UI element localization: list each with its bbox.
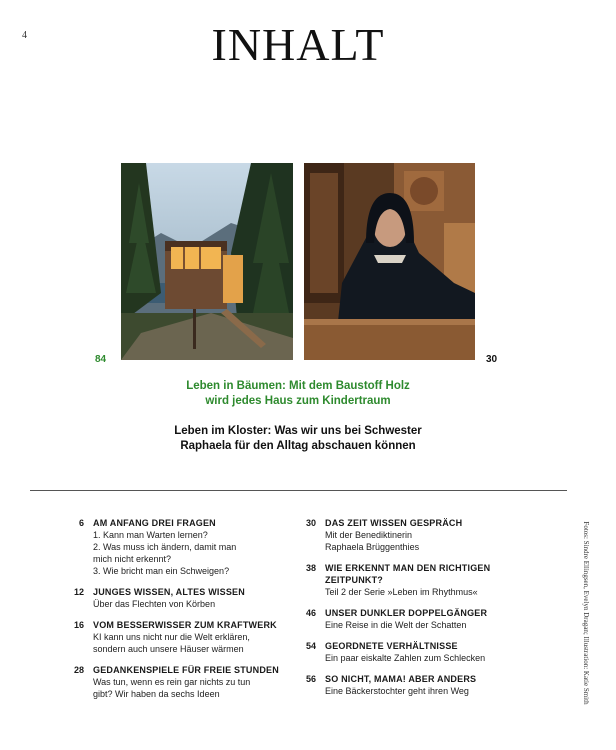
toc-entry[interactable]	[67, 586, 292, 610]
section-divider	[30, 490, 567, 491]
toc-entry[interactable]	[299, 517, 529, 553]
photo-credit-text: Fotos: Sindre Ellingsen, Evelyn Dragan; Illustration: Katie Smith	[582, 521, 590, 705]
toc-page-number: 16	[73, 620, 84, 630]
toc-subline: sondern auch unsere Häuser wärmen	[93, 644, 244, 654]
toc-title: WIE ERKENNT MAN DEN RICHTIGEN	[325, 563, 491, 573]
toc-page-number: 30	[305, 518, 316, 528]
toc-subline: mich nicht erkennt?	[93, 554, 172, 564]
page-number: 4	[22, 30, 27, 41]
toc-page-number: 54	[305, 641, 316, 651]
toc-page-number: 56	[305, 674, 316, 684]
toc-title: GEORDNETE VERHÄLTNISSE	[325, 641, 458, 651]
toc-entry[interactable]	[299, 673, 529, 697]
toc-subline: Mit der Benediktinerin	[325, 530, 413, 540]
toc-page-number: 12	[73, 587, 84, 597]
toc-title: GEDANKENSPIELE FÜR FREIE STUNDEN	[93, 665, 279, 675]
toc-page-number: 28	[73, 665, 84, 675]
toc-title: VOM BESSERWISSER ZUM KRAFTWERK	[93, 620, 277, 630]
page-title: INHALT	[211, 19, 385, 70]
toc-right-column	[299, 517, 529, 706]
toc-page-number: 6	[78, 518, 84, 528]
toc-subline: Ein paar eiskalte Zahlen zum Schlecken	[325, 653, 486, 663]
toc-title: JUNGES WISSEN, ALTES WISSEN	[93, 587, 245, 597]
nun-photo	[304, 163, 475, 360]
toc-left-column	[67, 517, 292, 709]
toc-page-number: 46	[305, 608, 316, 618]
toc-subline: 1. Kann man Warten lernen?	[93, 530, 208, 540]
toc-title: DAS ZEIT WISSEN GESPRÄCH	[325, 518, 463, 528]
toc-subline: Raphaela Brüggenthies	[325, 542, 420, 552]
toc-subline: Über das Flechten von Körben	[93, 599, 216, 609]
feature-monastery-line1: Leben im Kloster: Was wir uns bei Schwester	[174, 425, 422, 437]
feature-trees-line2: wird jedes Haus zum Kindertraum	[205, 395, 391, 407]
photo-page-ref-left: 84	[95, 354, 107, 365]
toc-subline: Eine Reise in die Welt der Schatten	[325, 620, 467, 630]
toc-subline: gibt? Wir haben da sechs Ideen	[93, 689, 220, 699]
toc-entry[interactable]	[299, 562, 529, 598]
toc-subline: Was tun, wenn es rein gar nichts zu tun	[93, 677, 251, 687]
toc-entry[interactable]	[67, 664, 292, 700]
toc-subline: Teil 2 der Serie »Leben im Rhythmus«	[325, 587, 478, 597]
toc-title: AM ANFANG DREI FRAGEN	[93, 518, 216, 528]
feature-trees-line1: Leben in Bäumen: Mit dem Baustoff Holz	[186, 380, 410, 392]
feature-headline-monastery	[0, 424, 596, 454]
toc-page-number: 38	[305, 563, 316, 573]
toc-subline: Eine Bäckerstochter geht ihren Weg	[325, 686, 469, 696]
toc-subline: 3. Wie bricht man ein Schweigen?	[93, 566, 230, 576]
toc-entry[interactable]	[299, 607, 529, 631]
toc-subline: KI kann uns nicht nur die Welt erklären,	[93, 632, 250, 642]
photo-credit	[578, 520, 594, 706]
toc-entry[interactable]	[67, 517, 292, 577]
feature-monastery-line2: Raphaela für den Alltag abschauen können	[180, 440, 416, 452]
toc-title: UNSER DUNKLER DOPPELGÄNGER	[325, 608, 488, 618]
treehouse-photo	[121, 163, 293, 360]
toc-entry[interactable]	[67, 619, 292, 655]
toc-title-continued: ZEITPUNKT?	[325, 575, 383, 585]
toc-entry[interactable]	[299, 640, 529, 664]
feature-headline-trees	[0, 379, 596, 409]
toc-title: SO NICHT, MAMA! ABER ANDERS	[325, 674, 477, 684]
toc-subline: 2. Was muss ich ändern, damit man	[93, 542, 237, 552]
photo-page-ref-right: 30	[486, 354, 498, 365]
